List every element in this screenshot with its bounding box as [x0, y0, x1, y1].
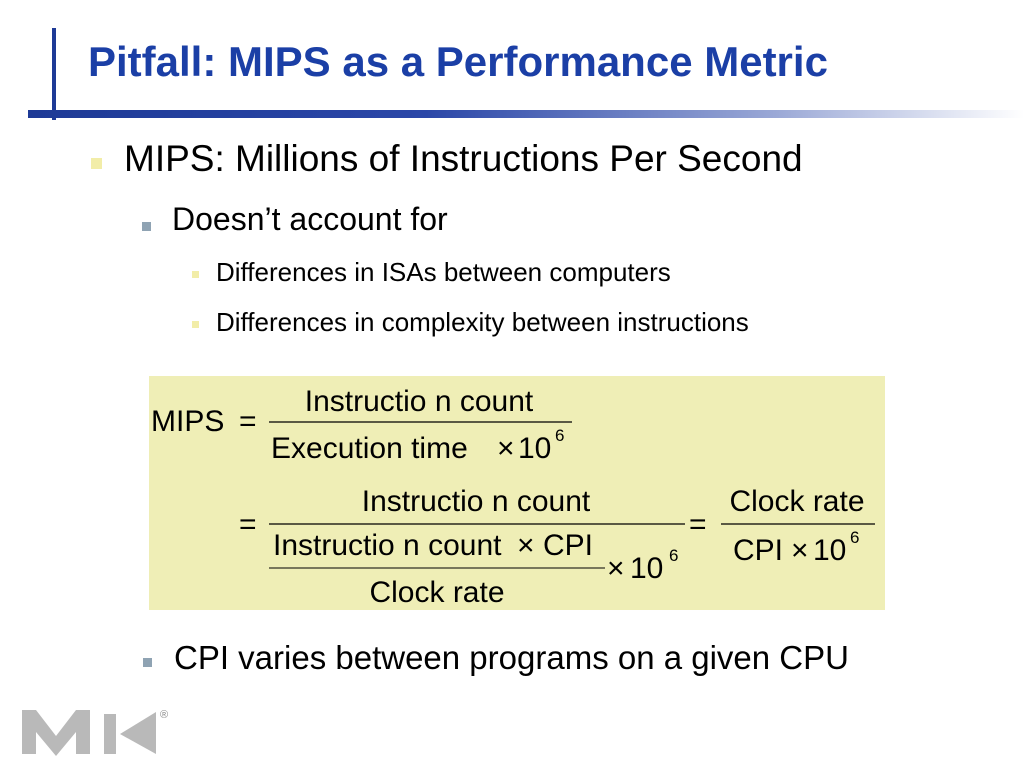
formula-equals-1: =	[239, 405, 257, 438]
bullet-isa-differences: Differences in ISAs between computers	[216, 257, 671, 287]
bullet-square-icon	[142, 222, 151, 231]
bullet-mips-definition: MIPS: Millions of Instructions Per Second	[124, 138, 803, 179]
formula-mips-label: MIPS	[151, 405, 225, 438]
formula-numerator-2: Instructio n count	[361, 485, 591, 518]
formula-ten-1: 10	[518, 432, 552, 465]
formula-denominator-1: Execution time	[271, 432, 468, 465]
formula-equals-2: =	[239, 508, 257, 541]
formula-exponent-2: 6	[669, 546, 679, 565]
formula-times-3: ×	[607, 552, 625, 585]
formula-times-1: ×	[497, 432, 515, 465]
formula-cpi-2: CPI	[733, 534, 784, 567]
formula-ten-3: 10	[813, 534, 847, 567]
mips-formula-box	[149, 376, 885, 610]
formula-cpi-1: CPI	[543, 529, 594, 562]
slide-title: Pitfall: MIPS as a Performance Metric	[88, 38, 828, 85]
formula-numerator-3: Clock rate	[729, 485, 865, 518]
formula-inner-numerator: Instructio n count	[273, 529, 502, 562]
bullet-square-icon	[143, 658, 152, 667]
bullet-square-icon	[91, 158, 102, 169]
publisher-logo-icon	[22, 706, 182, 758]
bullet-square-icon	[192, 321, 199, 328]
title-vertical-rule	[52, 28, 56, 120]
formula-equals-3: =	[689, 508, 707, 541]
bullet-square-icon	[192, 271, 199, 278]
registered-mark: ®	[160, 709, 169, 721]
bullet-doesnt-account: Doesn’t account for	[172, 201, 448, 237]
formula-times-2: ×	[517, 529, 535, 562]
bullet-complexity-differences: Differences in complexity between instructions	[216, 307, 749, 337]
formula-ten-2: 10	[630, 552, 664, 585]
formula-times-4: ×	[791, 534, 809, 567]
bullet-cpi-varies: CPI varies between programs on a given CPU	[174, 639, 849, 676]
formula-inner-denominator: Clock rate	[369, 576, 505, 609]
formula-exponent-3: 6	[850, 528, 860, 547]
mips-formula	[149, 376, 885, 610]
title-horizontal-rule	[28, 110, 1024, 118]
formula-exponent-1: 6	[555, 426, 565, 445]
formula-numerator-1: Instructio n count	[304, 385, 534, 418]
